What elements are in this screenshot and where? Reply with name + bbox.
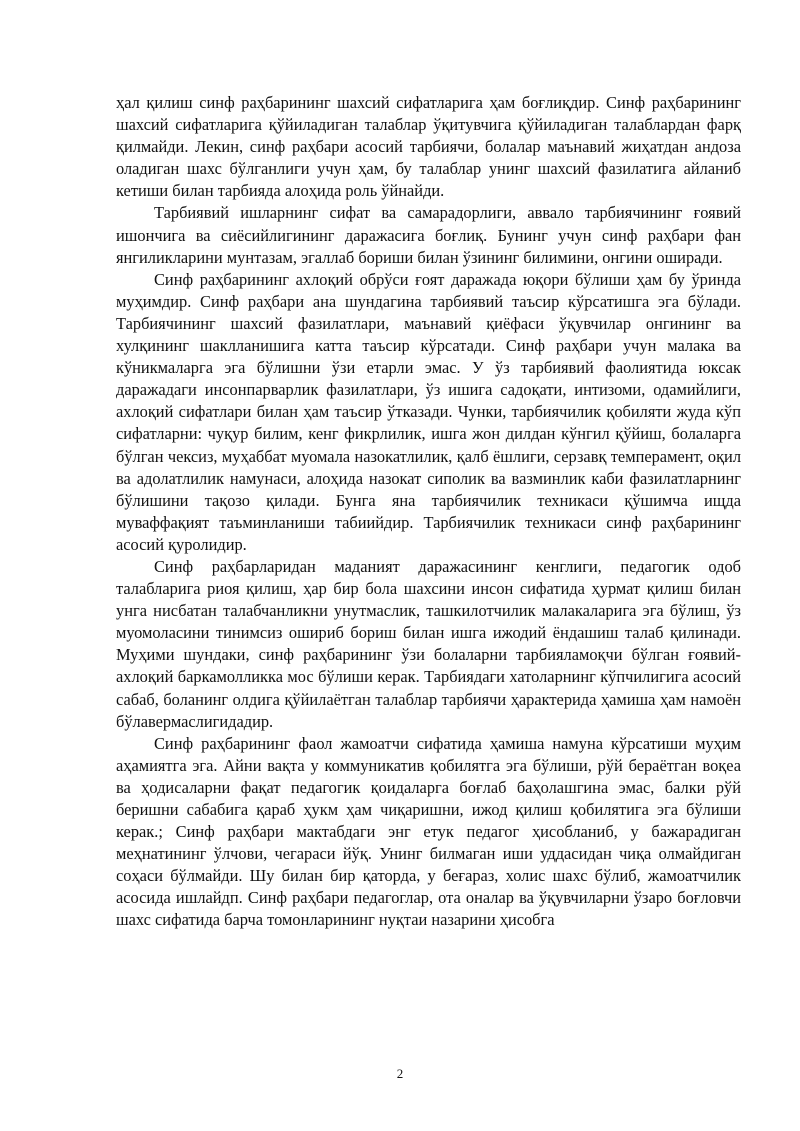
document-body [116,92,741,932]
paragraph-continuation: ҳал қилиш синф раҳбарининг шахсий сифатларига ҳам боғлиқдир. Синф раҳбарининг шахсий сифатларига қўйиладиган талаблар ўқитувчига қўйиладиган талаблардан фарқ қилмайди. Лекин, синф раҳбари асосий тарбиячи, болалар маънавий жиҳатдан андоза оладиган шахс бўлганлиги учун ҳам, бу талаблар унинг шахсий фазилатига айланиб кетиши билан тарбияда алоҳида роль ўйнайди. [116,93,741,201]
paragraph-active-citizen: Синф раҳбарининг фаол жамоатчи сифатида ҳамиша намуна кўрсатиши муҳим аҳамиятга эга. Айни вақта у коммуникатив қобилятга эга бўлиши, рўй бераётган воқеа ва ҳодисаларни фақат педагогик қоидаларга боғлаб баҳолашгина эмас, балки рўй беришни сабабига қараб ҳукм ҳам чиқаришни, ижод қилиш қобилятига эга бўлиши керак.; Синф раҳбари мактабдаги энг етук педагог ҳисобланиб, у бажарадиган меҳнатининг ўлчови, чегараси йўқ. Унинг билмаган иши уддасидан чиқа олмайдиган соҳаси бўлмайди. Шу билан бир қаторда, у беғараз, холис шахс бўлиб, жамоатчилик асосида ишлайдп. Синф раҳбари педагоглар, ота оналар ва ўқувчиларни ўзаро боғловчи шахс сифатида барча томонларининг нуқтаи назарини ҳисобга [116,733,741,930]
page-number: 2 [396,1066,404,1081]
paragraph-culture-level: Синф раҳбарларидан маданият даражасининг кенглиги, педагогик одоб талабларига риоя қилиш, ҳар бир бола шахсини инсон сифатида ҳурмат қилиш билан унга нисбатан талабчанликни унутмаслик, ташкилотчилик малакаларига эга бўлиш, ўз муомоласини тинимсиз ошириб бориш билан ишга ижодий ёндашиш талаб қилинади. Муҳими шундаки, синф раҳбарининг ўзи болаларни тарбияламоқчи бўлган ғоявий-ахлоқий баркамолликка мос бўлиши керак. Тарбиядаги хатоларнинг кўпчилигига асосий сабаб, боланинг олдига қўйилаётган талаблар тарбиячи ҳарактерида ҳамиша ҳам намоён бўлавермаслигидадир. [116,556,741,731]
paragraph-educational-work: Тарбиявий ишларнинг сифат ва самарадорлиги, аввало тарбиячининг ғоявий ишончига ва сиёсийлигининг даражасига боғлиқ. Бунинг учун синф раҳбари фан янгиликларини мунтазам, эгаллаб бориши билан ўзининг билимини, онгини оширади. [116,203,741,267]
paragraph-moral-authority: Синф раҳбарининг ахлоқий обрўси ғоят даражада юқори бўлиши ҳам бу ўринда муҳимдир. Синф раҳбари ана шундагина тарбиявий таъсир кўрсатишга эга бўлади. Тарбиячининг шахсий фазилатлари, маънавий қиёфаси ўқувчилар онгининг ва хулқининг шаклланишига катта таъсир кўрсатади. Синф раҳбари учун малака ва кўникмаларга эга бўлишни ўзи етарли эмас. У ўз тарбиявий фаолиятида юксак даражадаги инсонпарварлик фазилатлари, ўз ишига садоқати, интизоми, одамийлиги, ахлоқий сифатлари билан ҳам таъсир ўтказади. Чунки, тарбиячилик қобиляти жуда кўп сифатларни: чуқур билим, кенг фикрлилик, ишга жон дилдан кўнгил қўйиш, болаларга бўлган чексиз, муҳаббат муомала назокатлилик, қалб ёшлиги, серзавқ темперамент, оқил ва адолатлилик намунаси, алоҳида назокат сиполик ва вазминлик каби фазилатларнинг бўлишини тақозо қилади. Бунга яна тарбиячилик техникаси қўшимча ищда муваффақият таъминланиши табиийдир. Тарбиячилик техникаси синф раҳбарининг асосий қуролидир. [116,269,741,554]
